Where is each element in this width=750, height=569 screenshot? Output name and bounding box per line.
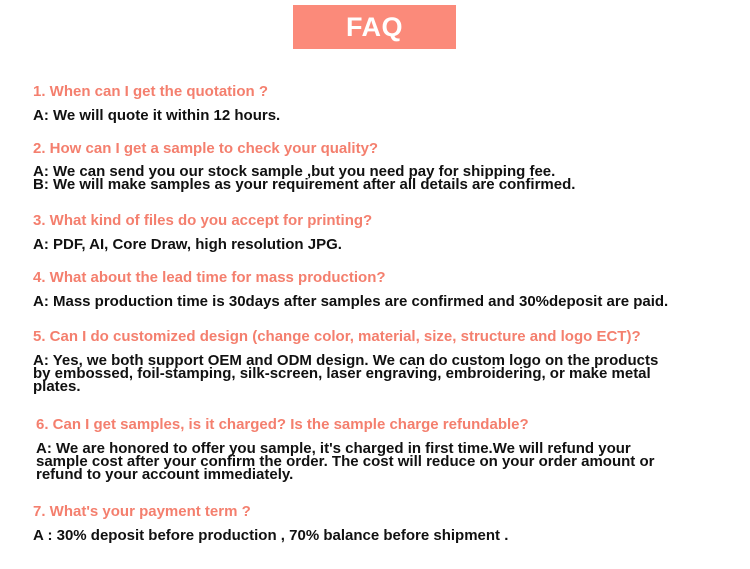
faq-answer-line: by embossed, foil-stamping, silk-screen, laser engraving, embroidering, or make metal [33,365,651,382]
faq-question-6: 6. Can I get samples, is it charged? Is the sample charge refundable? [36,416,529,433]
faq-answer-line: A: Yes, we both support OEM and ODM design. We can do custom logo on the products [33,352,659,369]
faq-header-banner [293,5,456,49]
faq-question-4: 4. What about the lead time for mass production? [33,269,386,286]
faq-answer-line: sample cost after your confirm the order. The cost will reduce on your order amount or [36,453,655,470]
page-title: FAQ [345,11,403,42]
faq-answer-line: A: PDF, AI, Core Draw, high resolution JPG. [33,236,342,253]
faq-answer-6 [36,442,654,481]
faq-question-5: 5. Can I do customized design (change color, material, size, structure and logo ECT)? [33,328,641,345]
faq-answer-line: A: Mass production time is 30days after samples are confirmed and 30%deposit are paid. [33,293,669,310]
faq-question-2: 2. How can I get a sample to check your quality? [33,140,379,157]
faq-answer-7 [33,527,508,545]
faq-question-3: 3. What kind of files do you accept for printing? [33,212,373,229]
faq-answer-line: plates. [33,378,81,395]
faq-answer-2 [33,165,575,191]
faq-answer-line: A: We are honored to offer you sample, it's charged in first time.We will refund your [36,440,631,457]
faq-answer-4 [33,293,668,311]
faq-answer-3 [33,236,342,254]
faq-answer-1 [33,107,280,125]
faq-answer-line: refund to your account immediately. [36,466,294,483]
faq-question-1: 1. When can I get the quotation ? [33,83,268,100]
faq-answer-line: B: We will make samples as your requirement after all details are confirmed. [33,176,576,193]
faq-question-7: 7. What's your payment term ? [33,503,251,520]
faq-answer-line: A: We will quote it within 12 hours. [33,107,281,124]
faq-answer-line: A : 30% deposit before production , 70% balance before shipment . [33,527,509,544]
faq-answer-5 [33,354,658,393]
faq-answer-line: A: We can send you our stock sample ,but you need pay for shipping fee. [33,163,556,180]
